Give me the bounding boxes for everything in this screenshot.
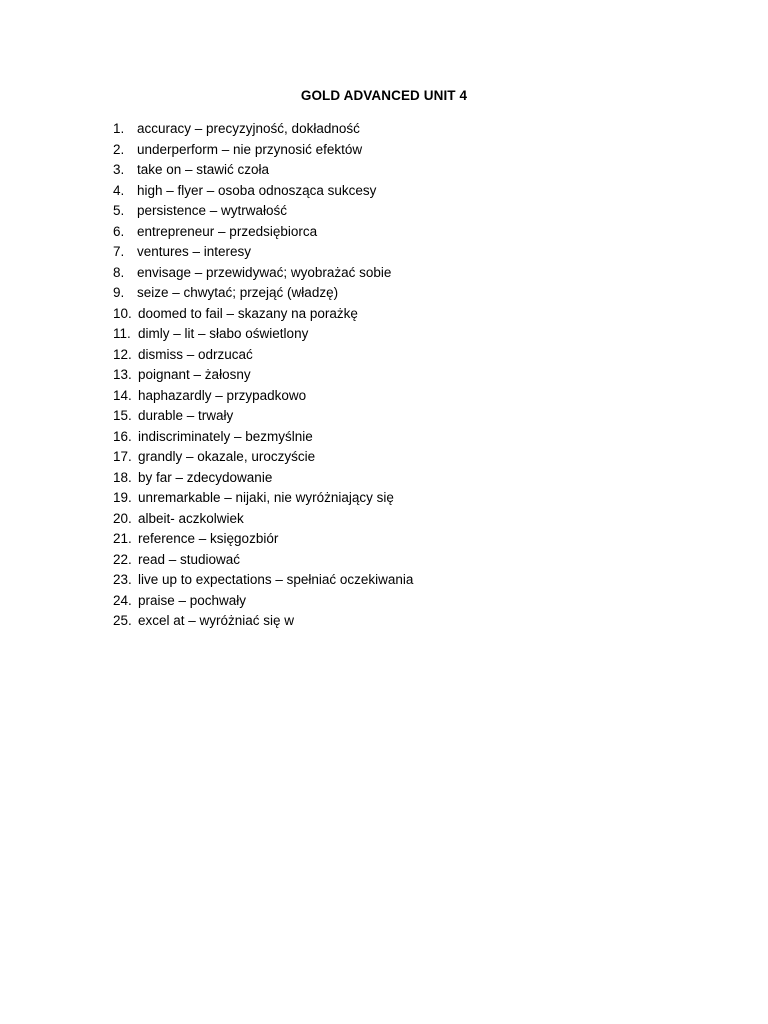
list-item bbox=[113, 181, 413, 202]
item-number: 23. bbox=[113, 572, 132, 587]
item-number: 1. bbox=[113, 121, 125, 136]
item-text: reference – księgozbiór bbox=[138, 531, 279, 546]
list-item bbox=[113, 591, 413, 612]
list-item bbox=[113, 611, 413, 632]
item-text: excel at – wyróżniać się w bbox=[138, 613, 295, 628]
item-number: 16. bbox=[113, 428, 132, 444]
item-text: albeit- aczkolwiek bbox=[138, 510, 244, 526]
list-item bbox=[113, 386, 413, 407]
list-item bbox=[113, 550, 413, 571]
vocabulary-list bbox=[113, 119, 413, 632]
item-text: by far – zdecydowanie bbox=[138, 469, 273, 485]
item-number: 6. bbox=[113, 223, 125, 239]
item-text: doomed to fail – skazany na porażkę bbox=[138, 305, 358, 321]
item-number: 19. bbox=[113, 490, 132, 505]
list-item bbox=[113, 304, 413, 325]
list-item bbox=[113, 488, 413, 509]
item-number: 8. bbox=[113, 264, 125, 280]
list-item bbox=[113, 509, 413, 530]
item-text: grandly – okazale, uroczyście bbox=[138, 449, 316, 464]
item-text: durable – trwały bbox=[138, 408, 234, 423]
item-number: 7. bbox=[113, 244, 125, 259]
list-item bbox=[113, 119, 413, 140]
item-number: 21. bbox=[113, 531, 132, 546]
item-text: live up to expectations – spełniać oczekiwania bbox=[138, 572, 414, 587]
list-item bbox=[113, 201, 413, 222]
item-number: 14. bbox=[113, 387, 132, 403]
item-number: 15. bbox=[113, 408, 132, 423]
item-number: 9. bbox=[113, 285, 125, 300]
list-item bbox=[113, 324, 413, 345]
item-text: persistence – wytrwałość bbox=[137, 203, 288, 218]
list-item bbox=[113, 406, 413, 427]
list-item bbox=[113, 447, 413, 468]
item-number: 18. bbox=[113, 469, 132, 485]
list-item bbox=[113, 570, 413, 591]
item-text: praise – pochwały bbox=[138, 592, 247, 608]
item-number: 17. bbox=[113, 449, 132, 464]
item-number: 25. bbox=[113, 613, 132, 628]
item-text: ventures – interesy bbox=[137, 244, 252, 259]
item-text: take on – stawić czoła bbox=[137, 162, 270, 177]
item-text: unremarkable – nijaki, nie wyróżniający się bbox=[138, 490, 394, 505]
list-item bbox=[113, 140, 413, 161]
item-number: 3. bbox=[113, 162, 125, 177]
list-item bbox=[113, 427, 413, 448]
item-number: 2. bbox=[113, 141, 125, 157]
list-item bbox=[113, 263, 413, 284]
document-title: GOLD ADVANCED UNIT 4 bbox=[300, 88, 468, 103]
item-text: underperform – nie przynosić efektów bbox=[137, 141, 363, 157]
item-number: 5. bbox=[113, 203, 125, 218]
list-item bbox=[113, 283, 413, 304]
item-text: read – studiować bbox=[138, 551, 241, 567]
list-item bbox=[113, 222, 413, 243]
item-number: 13. bbox=[113, 367, 132, 382]
item-text: dismiss – odrzucać bbox=[138, 346, 253, 362]
item-text: indiscriminately – bezmyślnie bbox=[138, 428, 313, 444]
list-item bbox=[113, 242, 413, 263]
item-number: 10. bbox=[113, 305, 132, 321]
item-text: haphazardly – przypadkowo bbox=[138, 387, 307, 403]
item-text: accuracy – precyzyjność, dokładność bbox=[137, 121, 360, 136]
item-text: dimly – lit – słabo oświetlony bbox=[138, 326, 309, 341]
list-item bbox=[113, 365, 413, 386]
item-text: high – flyer – osoba odnosząca sukcesy bbox=[137, 182, 377, 198]
list-item bbox=[113, 468, 413, 489]
item-text: poignant – żałosny bbox=[138, 367, 251, 382]
list-item bbox=[113, 345, 413, 366]
item-number: 20. bbox=[113, 510, 132, 526]
item-number: 24. bbox=[113, 592, 132, 608]
item-text: entrepreneur – przedsiębiorca bbox=[137, 223, 318, 239]
list-item bbox=[113, 529, 413, 550]
item-text: seize – chwytać; przejąć (władzę) bbox=[137, 285, 339, 300]
item-number: 22. bbox=[113, 551, 132, 567]
item-number: 12. bbox=[113, 346, 132, 362]
list-item bbox=[113, 160, 413, 181]
item-number: 4. bbox=[113, 182, 125, 198]
item-number: 11. bbox=[113, 326, 131, 341]
item-text: envisage – przewidywać; wyobrażać sobie bbox=[137, 264, 392, 280]
